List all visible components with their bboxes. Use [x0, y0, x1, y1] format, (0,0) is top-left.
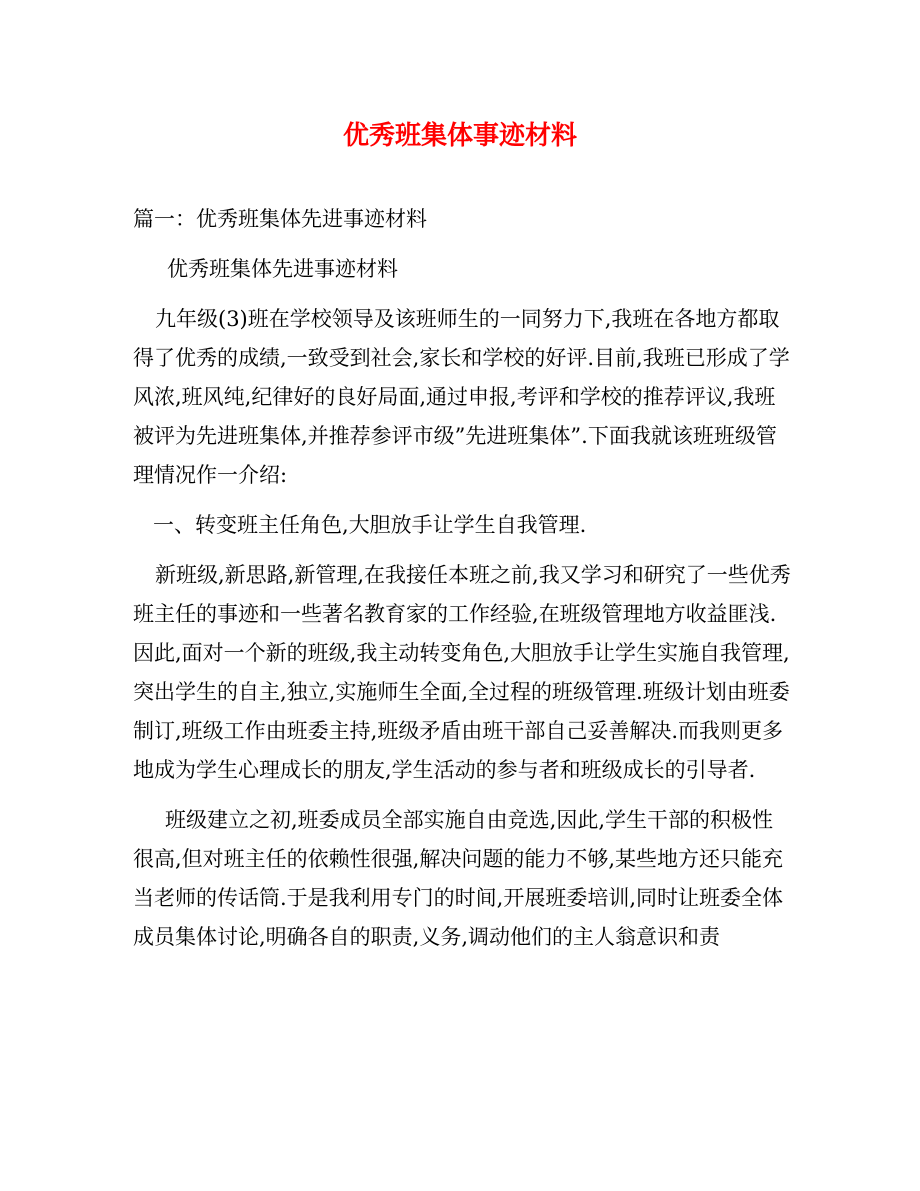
- paragraph-two: 新班级,新思路,新管理,在我接任本班之前,我又学习和研究了一些优秀班主任的事迹和一些著名教育家的工作经验,在班级管理地方收益匪浅.因此,面对一个新的班级,我主动转变角色,大胆放手让学生实施自我管理,突出学生的自主,独立,实施师生全面,全过程的班级管理.班级计划由班委制订,班级工作由班委主持,班级矛盾由班干部自己妥善解决.而我则更多地成为学生心理成长的朋友,学生活动的参与者和班级成长的引导者.: [133, 563, 791, 782]
- sub-title: 优秀班集体先进事迹材料: [167, 257, 398, 281]
- heading-one: 一、转变班主任角色,大胆放手让学生自我管理.: [153, 513, 587, 537]
- document-body: [133, 200, 793, 957]
- paragraph-three: 班级建立之初,班委成员全部实施自由竞选,因此,学生干部的积极性很高,但对班主任的依赖性很强,解决问题的能力不够,某些地方还只能充当老师的传话筒.于是我利用专门的时间,开展班委培训,同时让班委全体成员集体讨论,明确各自的职责,义务,调动他们的主人翁意识和责: [133, 808, 784, 949]
- document-title: 优秀班集体事迹材料: [342, 121, 577, 151]
- section-heading: 篇一：优秀班集体先进事迹材料: [133, 207, 427, 231]
- paragraph-intro: 九年级(3)班在学校领导及该班师生的一同努力下,我班在各地方都取得了优秀的成绩,一致受到社会,家长和学校的好评.目前,我班已形成了学风浓,班风纯,纪律好的良好局面,通过申报,考评和学校的推荐评议,我班被评为先进班集体,并推荐参评市级”先进班集体”.下面我就该班班级管理情况作一介绍:: [133, 307, 790, 487]
